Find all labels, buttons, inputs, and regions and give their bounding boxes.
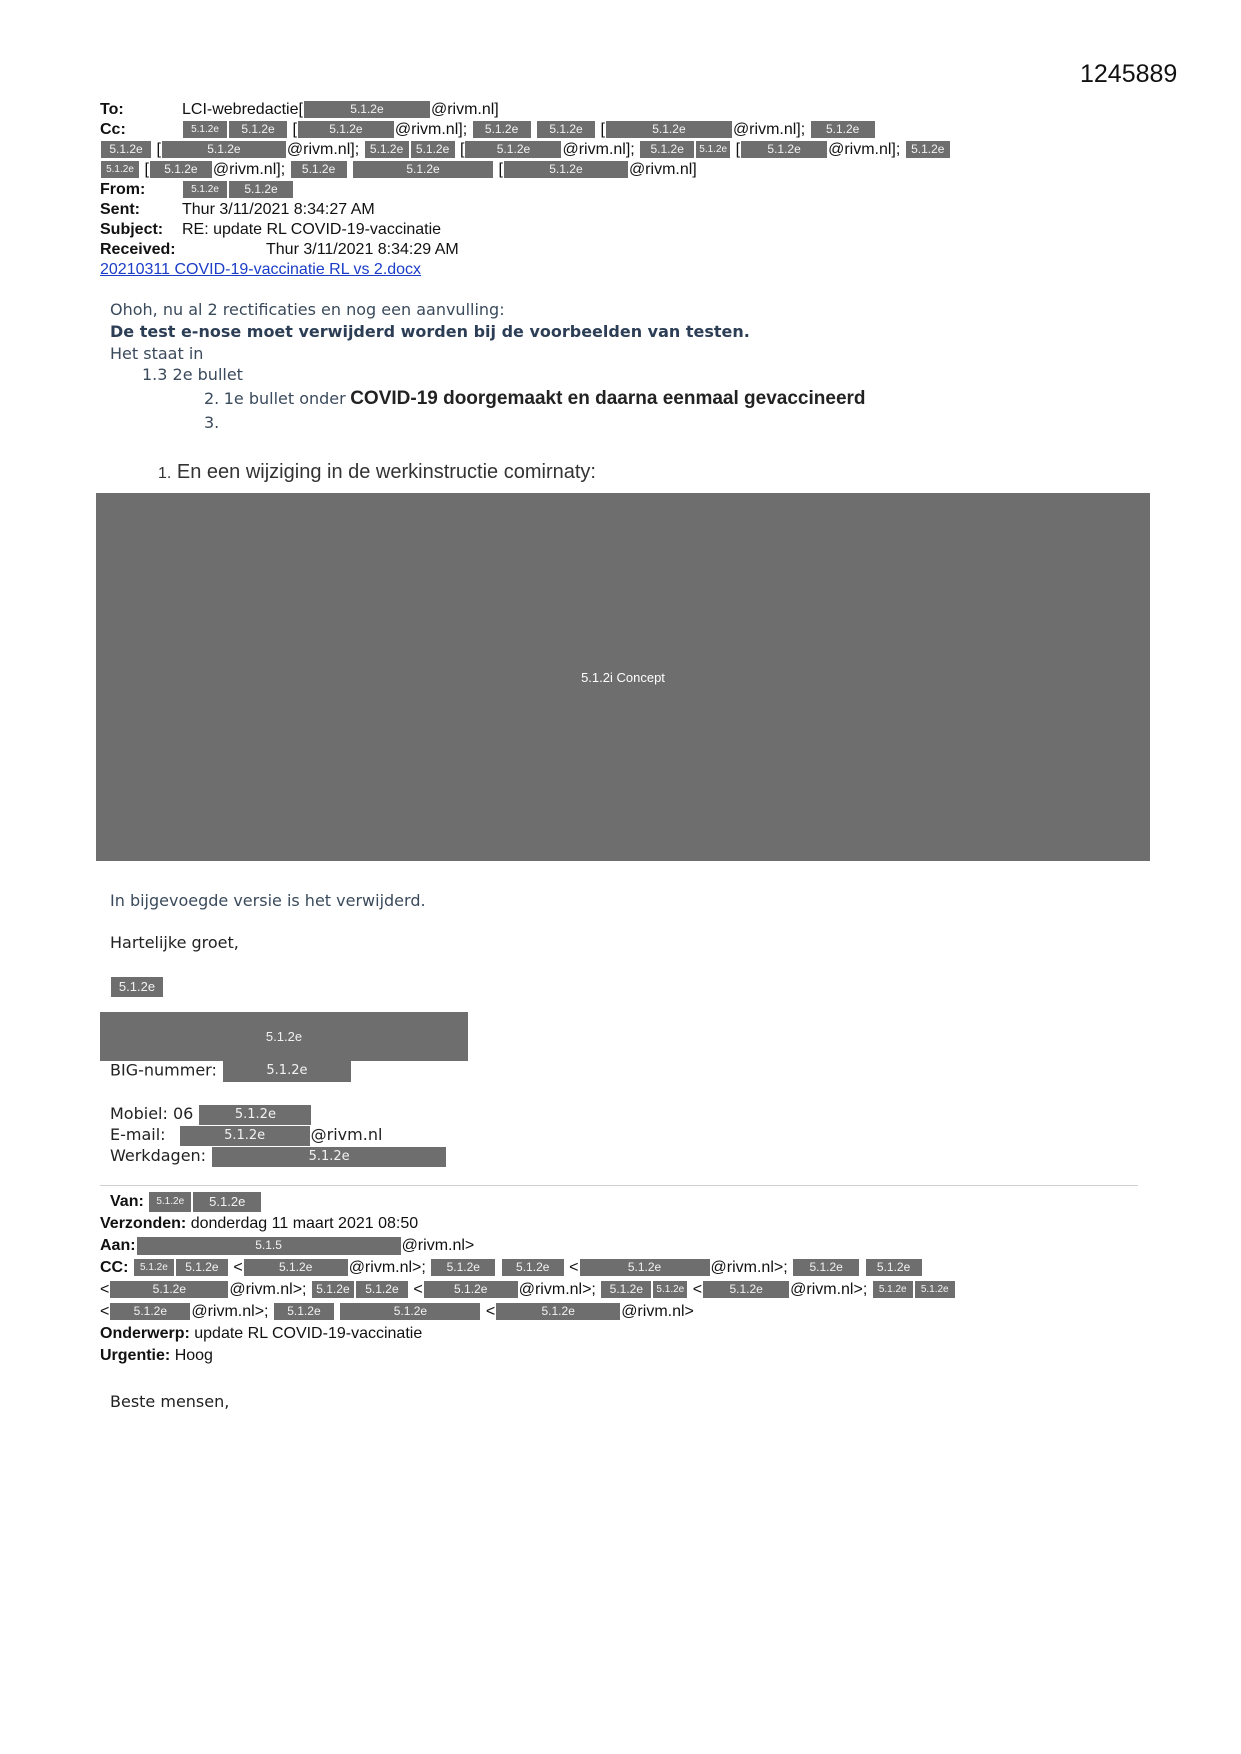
redaction: 5.1.2e xyxy=(183,121,227,138)
redaction: 5.1.2e xyxy=(199,1105,311,1125)
redaction: 5.1.2e xyxy=(304,101,430,118)
body-line-2: De test e-nose moet verwijderd worden bij de voorbeelden van testen. xyxy=(110,322,750,341)
cc-fwd-row-3: < 5.1.2e @rivm.nl>; 5.1.2e 5.1.2e < 5.1.2e @rivm.nl> xyxy=(100,1303,694,1320)
attachment-link[interactable]: 20210311 COVID-19-vaccinatie RL vs 2.docx xyxy=(100,261,422,278)
redaction: 5.1.2e xyxy=(244,1259,348,1276)
to-row xyxy=(100,100,499,120)
subject-row xyxy=(100,220,442,240)
redaction: 5.1.2e xyxy=(312,1281,354,1298)
redaction: 5.1.2e xyxy=(101,141,151,158)
redaction: 5.1.2e xyxy=(640,141,694,158)
cc-row-2: 5.1.2e [ 5.1.2e @rivm.nl]; 5.1.2e 5.1.2e [ 5.1.2e @rivm.nl]; 5.1.2e 5.1.2e [ 5.1.2e @rivm.nl]; 5.1.2e xyxy=(100,140,951,160)
redaction: 5.1.2e xyxy=(356,1281,408,1298)
removed-note: In bijgevoegde versie is het verwijderd. xyxy=(110,891,426,910)
redaction: 5.1.2e xyxy=(101,161,139,178)
from-label: From: xyxy=(100,181,146,198)
redaction: 5.1.2e xyxy=(703,1281,789,1298)
verzonden-row: Verzonden: donderdag 11 maart 2021 08:50 xyxy=(100,1215,419,1232)
received-label: Received: xyxy=(100,241,176,258)
redaction: 5.1.2e xyxy=(424,1281,518,1298)
cc-fwd-row-1: CC: 5.1.2e 5.1.2e < 5.1.2e @rivm.nl>; 5.1.2e 5.1.2e < 5.1.2e @rivm.nl>; 5.1.2e 5.1.2e xyxy=(100,1258,923,1278)
salutation: Beste mensen, xyxy=(110,1392,230,1411)
redaction: 5.1.2e xyxy=(365,141,409,158)
redaction: 5.1.2e xyxy=(176,1259,228,1276)
list-item-2: 2. 1e bullet onder COVID-19 doorgemaakt en daarna eenmaal gevaccineerd xyxy=(204,388,866,409)
redaction: 5.1.2e xyxy=(212,1147,446,1167)
redaction: 5.1.2e xyxy=(601,1281,651,1298)
mobile-row: Mobiel: 06 5.1.2e xyxy=(110,1104,312,1124)
body-line-3: Het staat in xyxy=(110,344,204,363)
redaction: 5.1.2e xyxy=(411,141,455,158)
redaction: 5.1.2e xyxy=(915,1281,955,1298)
list-item-3: 3. xyxy=(204,413,220,432)
redaction: 5.1.2e xyxy=(606,121,732,138)
signature-block-redaction: 5.1.2e xyxy=(100,1012,468,1061)
list-item-werkinstructie: 1. En een wijziging in de werkinstructie comirnaty: xyxy=(158,461,596,483)
redaction: 5.1.2e xyxy=(353,161,493,178)
email-row: E-mail: 5.1.2e @rivm.nl xyxy=(110,1125,383,1144)
redaction: 5.1.2e xyxy=(504,161,628,178)
redaction: 5.1.2e xyxy=(150,161,212,178)
redaction: 5.1.2e xyxy=(180,1126,310,1146)
redaction: 5.1.2e xyxy=(473,121,531,138)
onderwerp-row: Onderwerp: update RL COVID-19-vaccinatie xyxy=(100,1325,423,1342)
big-number-row: BIG-nummer: 5.1.2e xyxy=(110,1060,352,1080)
sent-label: Sent: xyxy=(100,201,140,218)
redaction: 5.1.2e xyxy=(340,1303,480,1320)
redaction: 5.1.2e xyxy=(149,1192,191,1212)
redaction: 5.1.2e xyxy=(653,1281,687,1298)
redaction: 5.1.2e xyxy=(906,141,950,158)
redaction: 5.1.2e xyxy=(741,141,827,158)
cc-row-3: 5.1.2e [ 5.1.2e @rivm.nl]; 5.1.2e 5.1.2e [ 5.1.2e @rivm.nl] xyxy=(100,160,697,180)
body-line-1: Ohoh, nu al 2 rectificaties en nog een aanvulling: xyxy=(110,300,505,319)
redaction: 5.1.2e xyxy=(696,141,730,158)
received-value: Thur 3/11/2021 8:34:29 AM xyxy=(266,241,459,258)
separator xyxy=(100,1185,1138,1186)
to-label: To: xyxy=(100,101,124,118)
redaction: 5.1.2e xyxy=(134,1259,174,1276)
received-row xyxy=(100,240,459,260)
redaction: 5.1.2e xyxy=(496,1303,620,1320)
from-row xyxy=(100,180,278,200)
aan-row: Aan: 5.1.5 @rivm.nl> xyxy=(100,1237,475,1254)
sent-value: Thur 3/11/2021 8:34:27 AM xyxy=(182,201,375,218)
redaction: 5.1.2e xyxy=(110,1303,190,1320)
cc-fwd-row-2: < 5.1.2e @rivm.nl>; 5.1.2e 5.1.2e < 5.1.2e @rivm.nl>; 5.1.2e 5.1.2e < 5.1.2e @rivm.nl>; 5.1.2e 5.1.2e xyxy=(100,1280,956,1300)
redaction: 5.1.2e xyxy=(580,1259,710,1276)
redaction: 5.1.2e xyxy=(193,1192,261,1212)
redaction: 5.1.2e xyxy=(183,181,227,198)
concept-redaction-block: 5.1.2i Concept xyxy=(96,493,1150,861)
subject-value: RE: update RL COVID-19-vaccinatie xyxy=(182,221,442,238)
document-number: 1245889 xyxy=(1080,60,1178,88)
redaction: 5.1.2e xyxy=(866,1259,922,1276)
redaction: 5.1.2e xyxy=(229,121,287,138)
sent-row xyxy=(100,200,375,220)
redaction: 5.1.2e xyxy=(223,1060,351,1082)
greeting: Hartelijke groet, xyxy=(110,933,239,952)
redaction: 5.1.2e xyxy=(465,141,561,158)
redaction: 5.1.2e xyxy=(298,121,394,138)
signature-name-redaction: 5.1.2e xyxy=(111,977,163,997)
redaction: 5.1.2e xyxy=(162,141,286,158)
redaction: 5.1.2e xyxy=(110,1281,228,1298)
redaction: 5.1.2e xyxy=(431,1259,495,1276)
cc-label: Cc: xyxy=(100,121,126,138)
redaction: 5.1.5 xyxy=(137,1237,401,1255)
redaction: 5.1.2e xyxy=(537,121,595,138)
urgentie-row: Urgentie: Hoog xyxy=(100,1347,213,1364)
subject-label: Subject: xyxy=(100,221,164,238)
redaction: 5.1.2e xyxy=(502,1259,564,1276)
redaction: 5.1.2e xyxy=(274,1303,334,1320)
redaction: 5.1.2e xyxy=(793,1259,859,1276)
cc-row-1: Cc: 5.1.2e 5.1.2e [ 5.1.2e @rivm.nl]; 5.1.2e 5.1.2e [ 5.1.2e @rivm.nl]; 5.1.2e xyxy=(100,120,126,140)
redaction: 5.1.2e xyxy=(291,161,347,178)
list-item-1-3: 1.3 2e bullet xyxy=(142,365,243,384)
van-row: Van: 5.1.2e 5.1.2e xyxy=(110,1192,262,1212)
workdays-row: Werkdagen: 5.1.2e xyxy=(110,1146,447,1166)
redaction: 5.1.2e xyxy=(873,1281,913,1298)
to-value: LCI-webredactie[ 5.1.2e @rivm.nl] xyxy=(182,101,499,118)
redaction: 5.1.2e xyxy=(811,121,875,138)
redaction: 5.1.2e xyxy=(229,181,293,198)
